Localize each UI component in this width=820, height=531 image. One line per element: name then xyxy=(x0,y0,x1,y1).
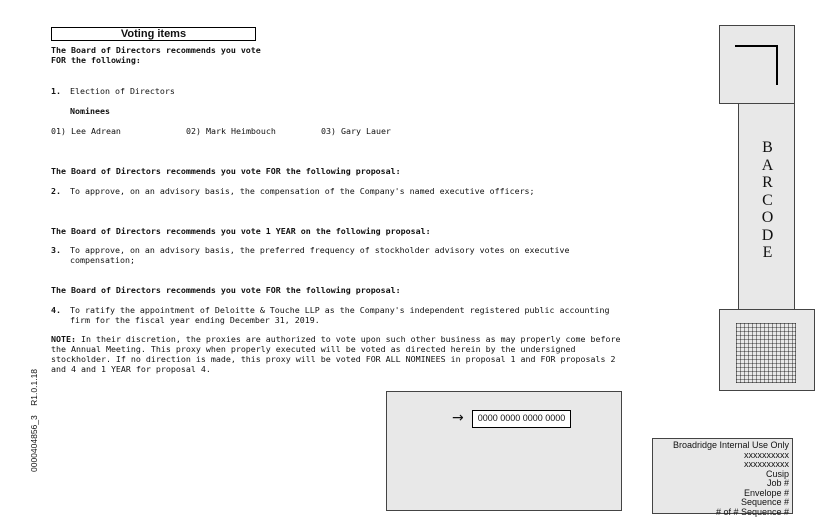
item3-number: 3. xyxy=(51,245,61,255)
board-intro-line1: The Board of Directors recommends you vote xyxy=(51,45,261,55)
section3-recommendation: The Board of Directors recommends you vote 1 YEAR on the following proposal: xyxy=(51,226,431,236)
item3-text-line2: compensation; xyxy=(70,255,135,265)
item3-text-line1: To approve, on an advisory basis, the preferred frequency of stockholder advisory votes on executive xyxy=(70,245,570,255)
cusip-label: Cusip xyxy=(765,468,789,479)
barcode-strip xyxy=(738,103,795,310)
barcode-letter: C xyxy=(762,191,773,209)
control-number-box: 0000 0000 0000 0000 xyxy=(472,410,571,428)
item4-text-line1: To ratify the appointment of Deloitte & Touche LLP as the Company's independent registered public accounting xyxy=(70,305,610,315)
corner-mark-icon xyxy=(719,25,795,104)
item1-label: Election of Directors xyxy=(70,86,175,96)
nominee-3: 03) Gary Lauer xyxy=(321,126,391,136)
note-label: NOTE: xyxy=(51,334,76,344)
datamatrix-box xyxy=(719,309,815,391)
item1-number: 1. xyxy=(51,86,61,96)
barcode-letter: B xyxy=(762,139,773,156)
of-sequence-label: # of # Sequence # xyxy=(715,506,789,517)
item4-text-line2: firm for the fiscal year ending December 31, 2019. xyxy=(70,315,320,325)
barcode-letter: D xyxy=(761,226,774,244)
job-label: Job # xyxy=(766,478,789,488)
nominees-heading: Nominees xyxy=(70,106,110,116)
barcode-letter: R xyxy=(762,174,773,191)
internal-use-line: xxxxxxxxxx xyxy=(744,449,789,460)
item2-number: 2. xyxy=(51,186,61,196)
internal-use-box xyxy=(652,438,793,517)
sequence-label: Sequence # xyxy=(740,497,789,507)
barcode-letter: A xyxy=(761,156,774,174)
nominee-1: 01) Lee Adrean xyxy=(51,126,121,136)
section4-recommendation: The Board of Directors recommends you vote FOR the following proposal: xyxy=(51,285,401,295)
side-job-code: 0000404856_3 R1.0.1.18 xyxy=(29,368,39,472)
note-line3: stockholder. If no direction is made, this proxy will be voted FOR ALL NOMINEES in proposal 1 and FOR proposals 2 xyxy=(51,354,616,364)
note-line1 xyxy=(51,334,620,344)
arrow-right-icon: → xyxy=(452,410,464,426)
item2-text: To approve, on an advisory basis, the compensation of the Company's named executive officers; xyxy=(70,186,535,196)
internal-use-line: xxxxxxxxxx xyxy=(744,459,789,469)
item4-number: 4. xyxy=(51,305,61,315)
board-intro-line2: FOR the following: xyxy=(51,55,141,65)
barcode-letter: O xyxy=(761,209,774,226)
account-panel xyxy=(386,391,622,511)
note-line4: and 4 and 1 YEAR for proposal 4. xyxy=(51,364,211,374)
corner-mark-box xyxy=(719,25,795,104)
note-text-1: In their discretion, the proxies are authorized to vote upon such other business as may properly come before xyxy=(75,334,621,344)
voting-items-title: Voting items xyxy=(51,27,256,41)
internal-use-title: Broadridge Internal Use Only xyxy=(672,440,789,450)
barcode-letter: E xyxy=(762,244,773,261)
barcode-label xyxy=(739,139,796,262)
nominee-2: 02) Mark Heimbouch xyxy=(186,126,276,136)
envelope-label: Envelope # xyxy=(743,487,789,498)
section2-recommendation: The Board of Directors recommends you vote FOR the following proposal: xyxy=(51,166,401,176)
datamatrix-grid-icon xyxy=(736,323,796,383)
note-line2: the Annual Meeting. This proxy when properly executed will be voted as directed herein by the undersigned xyxy=(51,344,576,354)
